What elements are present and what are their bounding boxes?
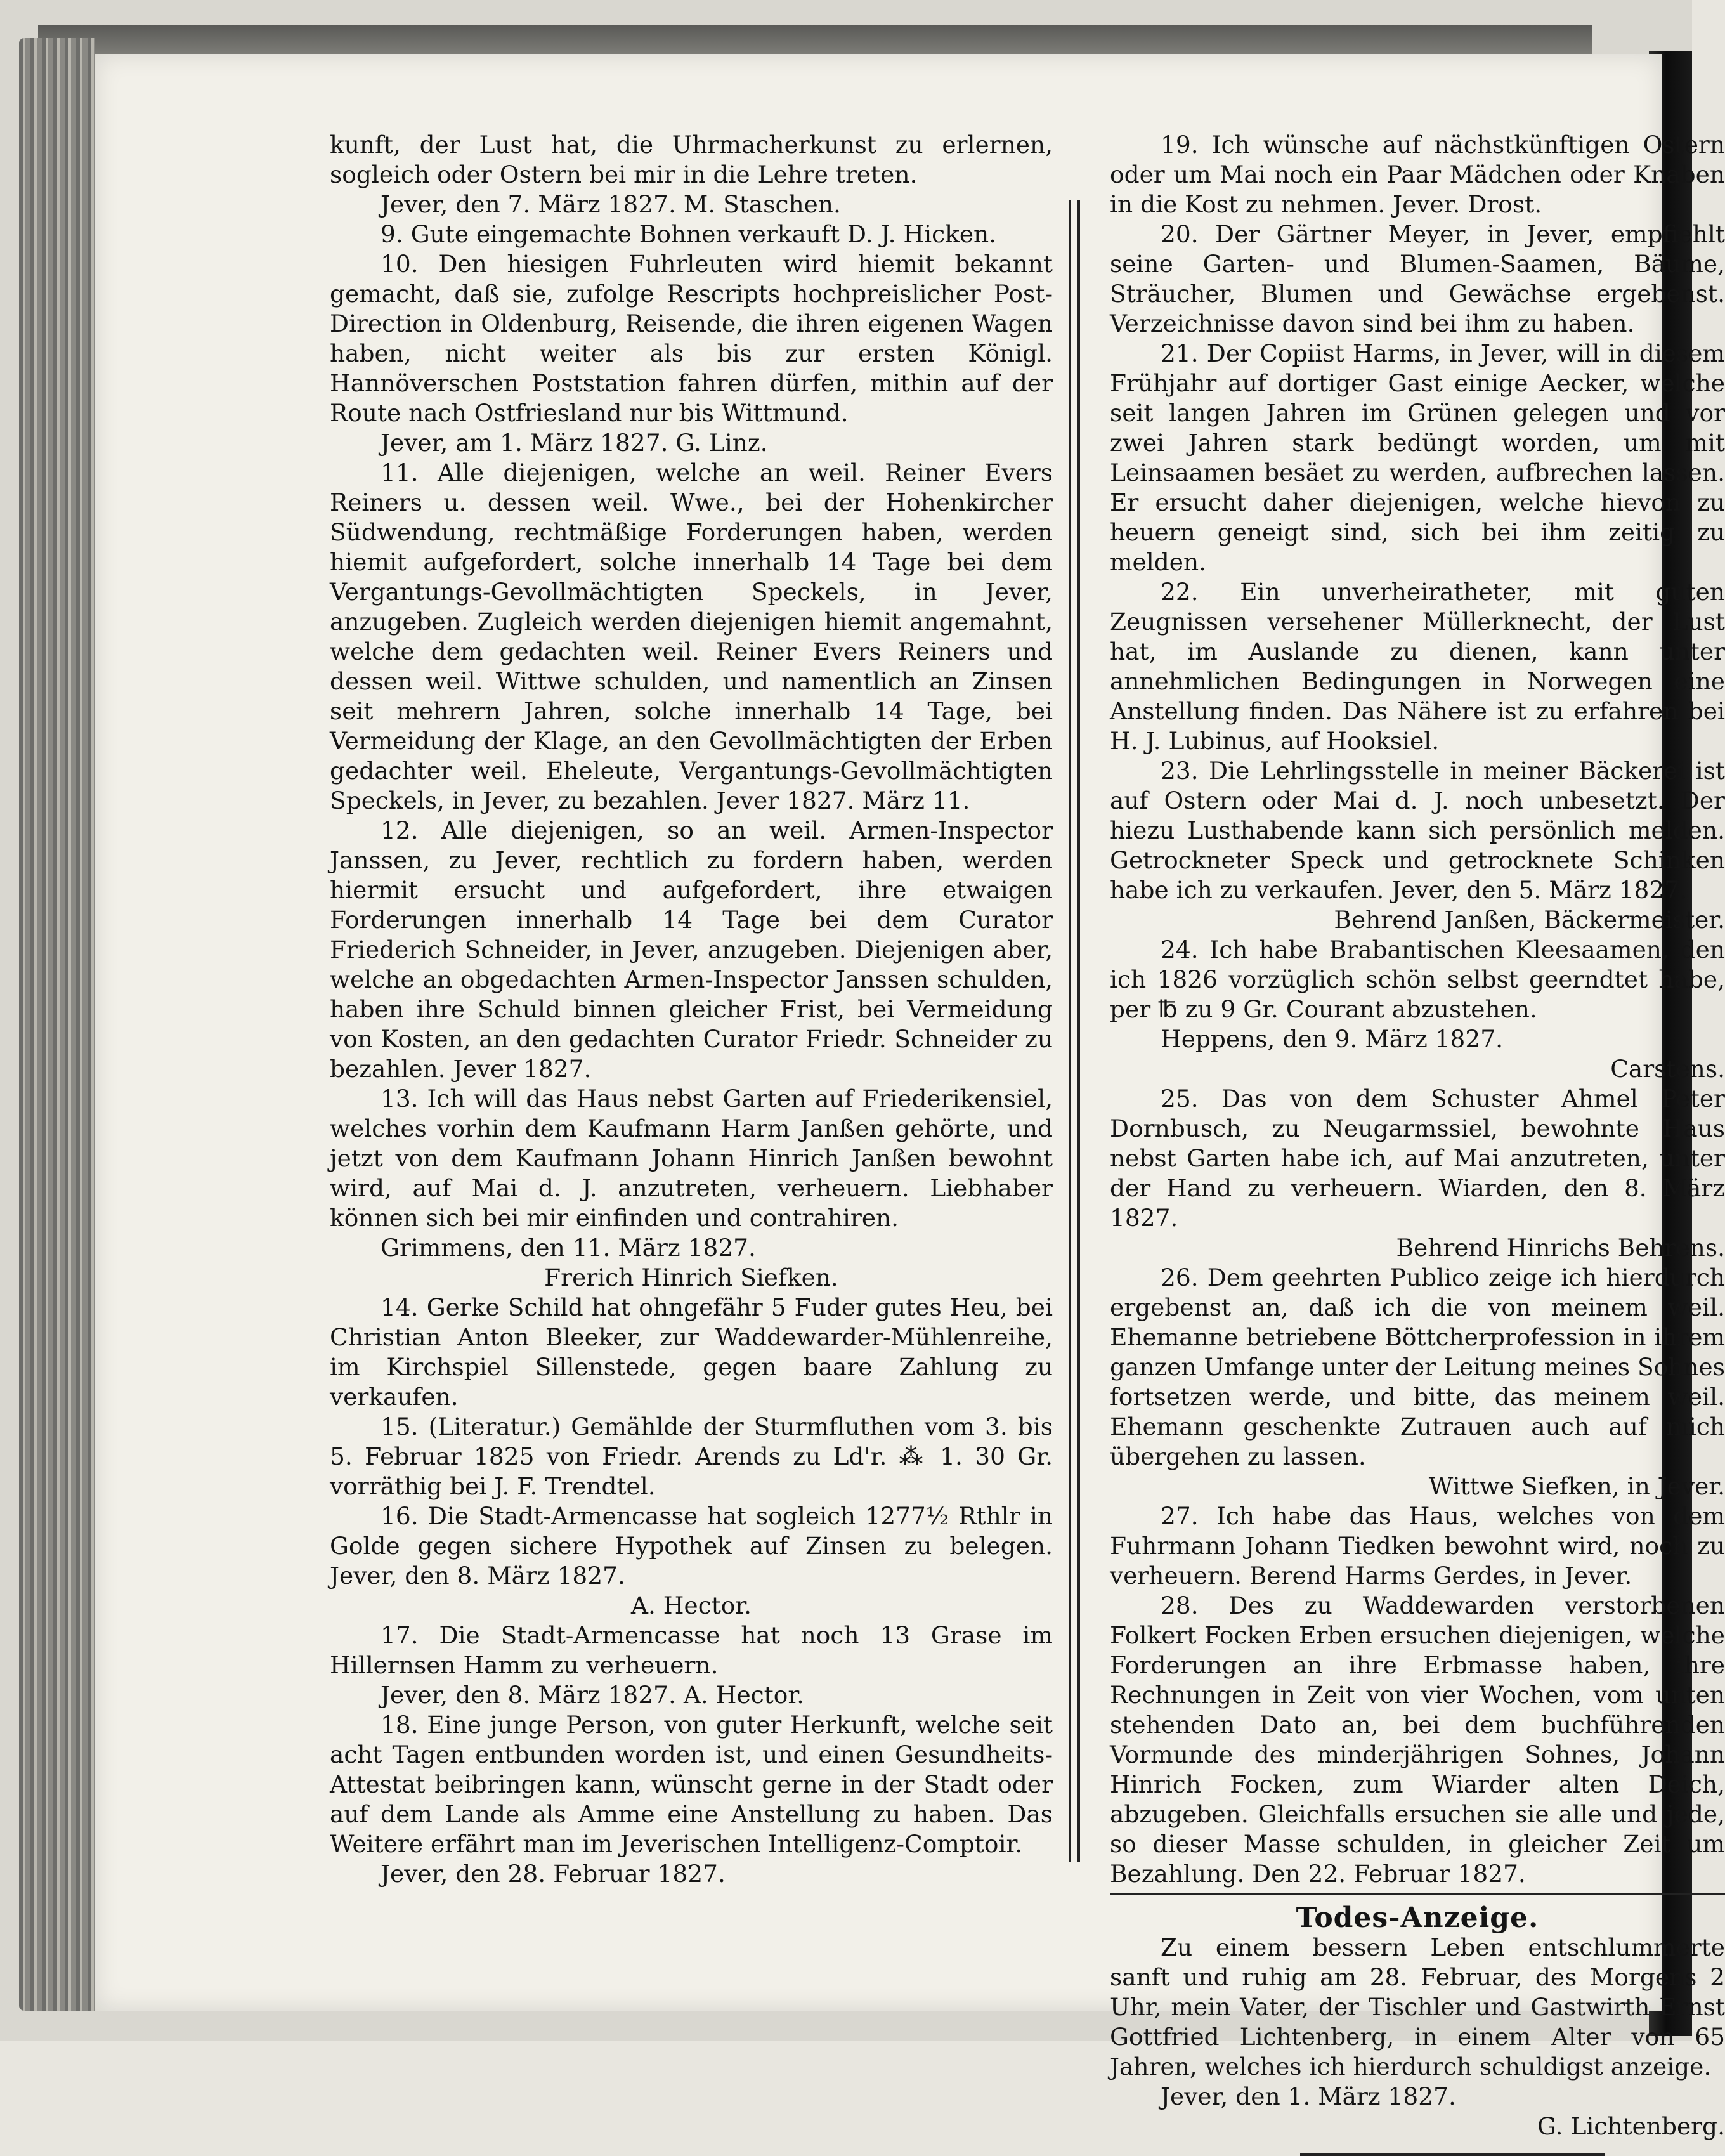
notice-paragraph: 15. (Literatur.) Gemählde der Sturmfluthen vom 3. bis 5. Februar 1825 von Friedr. Arends zu Ld'r. ⁂ 1. 30 Gr. vorräthig bei J. F. Trendtel. (330, 1413, 1053, 1500)
notice-paragraph: 20. Der Gärtner Meyer, in Jever, empfiehlt seine Garten- und Blumen-Saamen, Bäume, Sträucher, Blumen und Gewächse ergebenst. Verzeichnisse davon sind bei ihm zu haben. (1110, 220, 1725, 337)
notice-signature: A. Hector. (630, 1591, 752, 1619)
section-rule (1110, 1893, 1725, 1895)
notice-paragraph: 16. Die Stadt-Armencasse hat sogleich 1277½ Rthlr in Golde gegen sichere Hypothek auf Zinsen zu belegen. Jever, den 8. März 1827. (330, 1502, 1053, 1590)
notice-date-line: Jever, den 7. März 1827. M. Staschen. (381, 190, 841, 218)
notice-paragraph: 10. Den hiesigen Fuhrleuten wird hiemit bekannt gemacht, daß sie, zufolge Rescripts hochpreislicher Post-Direction in Oldenburg, Reisende, die ihren eigenen Wagen haben, nicht weiter als bis zur ersten Königl. Hannöverschen Poststation fahren dürfen, mithin auf der Route nach Ostfriesland nur bis Wittmund. (330, 250, 1053, 427)
notice-paragraph: 14. Gerke Schild hat ohngefähr 5 Fuder gutes Heu, bei Christian Anton Bleeker, zur Waddewarder-Mühlenreihe, im Kirchspiel Sillenstede, gegen baare Zahlung zu verkaufen. (330, 1293, 1053, 1411)
notice-paragraph: 12. Alle diejenigen, so an weil. Armen-Inspector Janssen, zu Jever, rechtlich zu fordern haben, werden hiermit ersucht und aufgefordert, ihre etwaigen Forderungen innerhalb 14 Tage bei dem Curator Friederich Schneider, in Jever, anzugeben. Diejenigen aber, welche an obgedachten Armen-Inspector Janssen schulden, haben ihre Schuld binnen gleicher Frist, bei Vermeidung von Kosten, an den gedachten Curator Friedr. Schneider zu bezahlen. Jever 1827. (330, 816, 1053, 1083)
death-notice-title: Todes-Anzeige. (1296, 1902, 1539, 1934)
left-column (330, 130, 1053, 1906)
notice-paragraph: 28. Des zu Waddewarden verstorbenen Folkert Focken Erben ersuchen diejenigen, welche Forderungen an ihre Erbmasse haben, ihre Rechnungen in Zeit von vier Wochen, vom unten stehenden Dato an, bei dem buchführenden Vormunde des minderjährigen Sohnes, Johann Hinrich Focken, zum Wiarder alten Deich, abzugeben. Gleichfalls ersuchen sie alle und jede, so dieser Masse schulden, in gleicher Zeit um Bezahlung. Den 22. Februar 1827. (1110, 1591, 1725, 1888)
notice-paragraph: 25. Das von dem Schuster Ahmel Peter Dornbusch, zu Neugarmssiel, bewohnte Haus nebst Garten habe ich, auf Mai anzutreten, unter der Hand zu verheuern. Wiarden, den 8. März 1827. (1110, 1085, 1725, 1232)
notice-paragraph: kunft, der Lust hat, die Uhrmacherkunst zu erlernen, sogleich oder Ostern bei mir in die Lehre treten. (330, 131, 1053, 188)
notice-paragraph: 27. Ich habe das Haus, welches von dem Fuhrmann Johann Tiedken bewohnt wird, noch zu verheuern. Berend Harms Gerdes, in Jever. (1110, 1502, 1725, 1590)
book-binding-edge (19, 38, 95, 2011)
notice-paragraph: 13. Ich will das Haus nebst Garten auf Friederikensiel, welches vorhin dem Kaufmann Harm Janßen gehörte, und jetzt von dem Kaufmann Johann Hinrich Janßen bewohnt wird, auf Mai d. J. anzutreten, verheuern. Liebhaber können sich bei mir einfinden und contrahiren. (330, 1085, 1053, 1232)
notice-date-line: Grimmens, den 11. März 1827. (381, 1234, 756, 1262)
notice-date-line: Jever, den 1. März 1827. (1161, 2082, 1456, 2110)
column-divider (1069, 200, 1080, 1862)
notice-signature: Wittwe Siefken, in Jever. (1428, 1472, 1725, 1500)
right-column (1110, 130, 1725, 2140)
notice-signature: G. Lichtenberg. (1537, 2112, 1725, 2140)
newspaper-page (95, 54, 1725, 2140)
closing-rule (1300, 2153, 1605, 2156)
notice-paragraph: 18. Eine junge Person, von guter Herkunft, welche seit acht Tagen entbunden worden ist, und einen Gesundheits-Attestat beibringen kann, wünscht gerne in der Stadt oder auf dem Lande als Amme eine Anstellung zu haben. Das Weitere erfährt man im Jeverischen Intelligenz-Comptoir. (330, 1711, 1053, 1858)
notice-paragraph: Zu einem bessern Leben entschlummerte sanft und ruhig am 28. Februar, des Morgens 2 Uhr, mein Vater, der Tischler und Gastwirth Ernst Gottfried Lichtenberg, in einem Alter von 65 Jahren, welches ich hierdurch schuldigst anzeige. (1110, 1933, 1725, 2081)
notice-date-line: Jever, am 1. März 1827. G. Linz. (381, 429, 768, 457)
notice-paragraph: 24. Ich habe Brabantischen Kleesaamen, den ich 1826 vorzüglich schön selbst geerndtet habe, per ℔ zu 9 Gr. Courant abzustehen. (1110, 936, 1725, 1023)
notice-paragraph: 22. Ein unverheiratheter, mit guten Zeugnissen versehener Müllerknecht, der Lust hat, im Auslande zu dienen, kann unter annehmlichen Bedingungen in Norwegen eine Anstellung finden. Das Nähere ist zu erfahren bei H. J. Lubinus, auf Hooksiel. (1110, 578, 1725, 755)
notice-paragraph: 21. Der Copiist Harms, in Jever, will in diesem Frühjahr auf dortiger Gast einige Aecker, welche seit langen Jahren im Grünen gelegen und vor zwei Jahren stark bedüngt worden, um mit Leinsaamen besäet zu werden, aufbrechen lassen. Er ersucht daher diejenigen, welche hievon zu heuern geneigt sind, sich bei ihm zeitig zu melden. (1110, 339, 1725, 576)
notice-signature: Frerich Hinrich Siefken. (544, 1264, 838, 1291)
notice-paragraph: 17. Die Stadt-Armencasse hat noch 13 Grase im Hillernsen Hamm zu verheuern. (330, 1621, 1053, 1679)
notice-paragraph: 26. Dem geehrten Publico zeige ich hierdurch ergebenst an, daß ich die von meinem weil. Ehemanne betriebene Böttcherprofession in ihrem ganzen Umfange unter der Leitung meines Sohnes fortsetzen werde, und bitte, das meinem weil. Ehemann geschenkte Zutrauen auch auf mich übergehen zu lassen. (1110, 1264, 1725, 1470)
notice-paragraph: 23. Die Lehrlingsstelle in meiner Bäckerei ist auf Ostern oder Mai d. J. noch unbesetzt. Der hiezu Lusthabende kann sich persönlich melden. Getrockneter Speck und getrocknete Schinken habe ich zu verkaufen. Jever, den 5. März 1827. (1110, 757, 1725, 904)
notice-paragraph: 9. Gute eingemachte Bohnen verkauft D. J. Hicken. (381, 220, 997, 248)
notice-date-line: Jever, den 28. Februar 1827. (381, 1860, 726, 1888)
notice-signature: Carstens. (1610, 1055, 1725, 1083)
notice-paragraph: 19. Ich wünsche auf nächstkünftigen Ostern oder um Mai noch ein Paar Mädchen oder Knaben in die Kost zu nehmen. Jever. Drost. (1110, 131, 1725, 218)
notice-date-line: Jever, den 8. März 1827. A. Hector. (381, 1681, 805, 1709)
notice-signature: Behrend Janßen, Bäckermeister. (1334, 906, 1725, 934)
notice-date-line: Heppens, den 9. März 1827. (1161, 1025, 1504, 1053)
notice-signature: Behrend Hinrichs Behrens. (1396, 1234, 1725, 1262)
notice-paragraph: 11. Alle diejenigen, welche an weil. Reiner Evers Reiners u. dessen weil. Wwe., bei der Hohenkircher Südwendung, rechtmäßige Forderungen haben, werden hiemit aufgefordert, solche innerhalb 14 Tage bei dem Vergantungs-Gevollmächtigten Speckels, in Jever, anzugeben. Zugleich werden diejenigen hiemit angemahnt, welche dem gedachten weil. Reiner Evers Reiners und dessen weil. Wittwe schulden, und namentlich an Zinsen seit mehrern Jahren, solche innerhalb 14 Tage, bei Vermeidung der Klage, an den Gevollmächtigten der Erben gedachter weil. Eheleute, Vergantungs-Gevollmächtigten Speckels, in Jever, zu bezahlen. Jever 1827. März 11. (330, 459, 1053, 814)
